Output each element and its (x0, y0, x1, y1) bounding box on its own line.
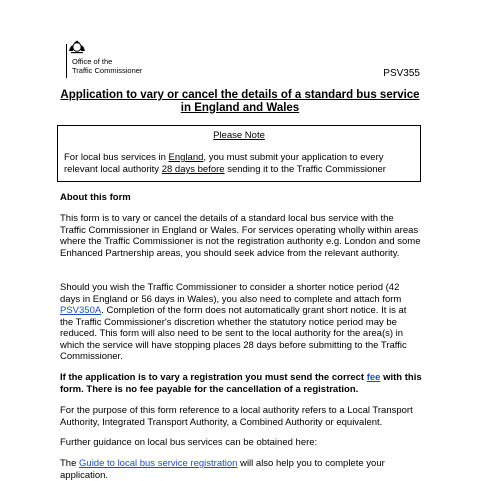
fee-paragraph (60, 372, 422, 395)
note-heading: Please Note (213, 130, 265, 141)
form-title-line-1: Application to vary or cancel the details of a standard bus service (60, 89, 420, 101)
form-title (58, 89, 422, 115)
about-paragraph-1: This form is to vary or cancel the details of a standard local bus service with the Traffic Commissioner in England or Wales. For services operating wholly within areas where the Traffic Commissioner is not the registration authority e.g. London and some Enhanced Partnership areas, you should seek advice from the relevant authority. (60, 213, 421, 259)
guidance-paragraph: Further guidance on local bus services can be obtained here: (60, 437, 318, 448)
psv350a-link[interactable]: PSV350A (60, 305, 102, 316)
guide-link[interactable]: Guide to local bus service registration (79, 458, 238, 469)
para6-text-a: The (60, 458, 80, 469)
about-paragraph-2 (60, 282, 422, 363)
note-text-e: sending it to the Traffic Commissioner (224, 164, 386, 175)
note-text-a: For local bus services in (64, 152, 169, 163)
guide-paragraph (60, 458, 422, 481)
para6-text-b: will also help you to complete your application. (60, 458, 385, 481)
para3-text-b: with this form. There is no fee payable for the cancellation of a registration. (60, 372, 422, 395)
form-number: PSV355 (383, 68, 420, 79)
note-text (64, 152, 414, 176)
org-line-2: Traffic Commissioner (72, 66, 143, 75)
para3-text-a: If the application is to vary a registration you must send the correct (60, 372, 367, 383)
note-text-c: , you must submit your application to every relevant local authority (64, 152, 384, 175)
note-deadline: 28 days before (161, 164, 225, 175)
org-line-1: Office of the (72, 57, 113, 66)
para2-text-a: Should you wish the Traffic Commissioner to consider a shorter notice period (42 days in England or 56 days in Wales), you also need to complete and attach form (60, 282, 402, 305)
about-heading: About this form (60, 192, 131, 203)
local-authority-paragraph: For the purpose of this form reference to a local authority refers to a Local Transport Authority, Integrated Transport Authority, a Combined Authority or equivalent. (60, 405, 413, 428)
para2-text-b: . Completion of the form does not automatically grant short notice. It is at the Traffic Commissioner's discretion whether the statutory notice period may be reduced. This form will also need to be sent to the local authority for the area(s) in which the service will have stopping places 28 days before submitting to the Traffic Commissioner. (60, 305, 407, 362)
fee-link[interactable]: fee (366, 372, 381, 383)
organisation-name (72, 57, 142, 75)
note-england: England (168, 152, 204, 163)
royal-crest-icon (67, 40, 87, 54)
logo-rule (66, 44, 67, 78)
please-note-box (57, 125, 421, 182)
form-title-line-2: in England and Wales (180, 102, 300, 114)
